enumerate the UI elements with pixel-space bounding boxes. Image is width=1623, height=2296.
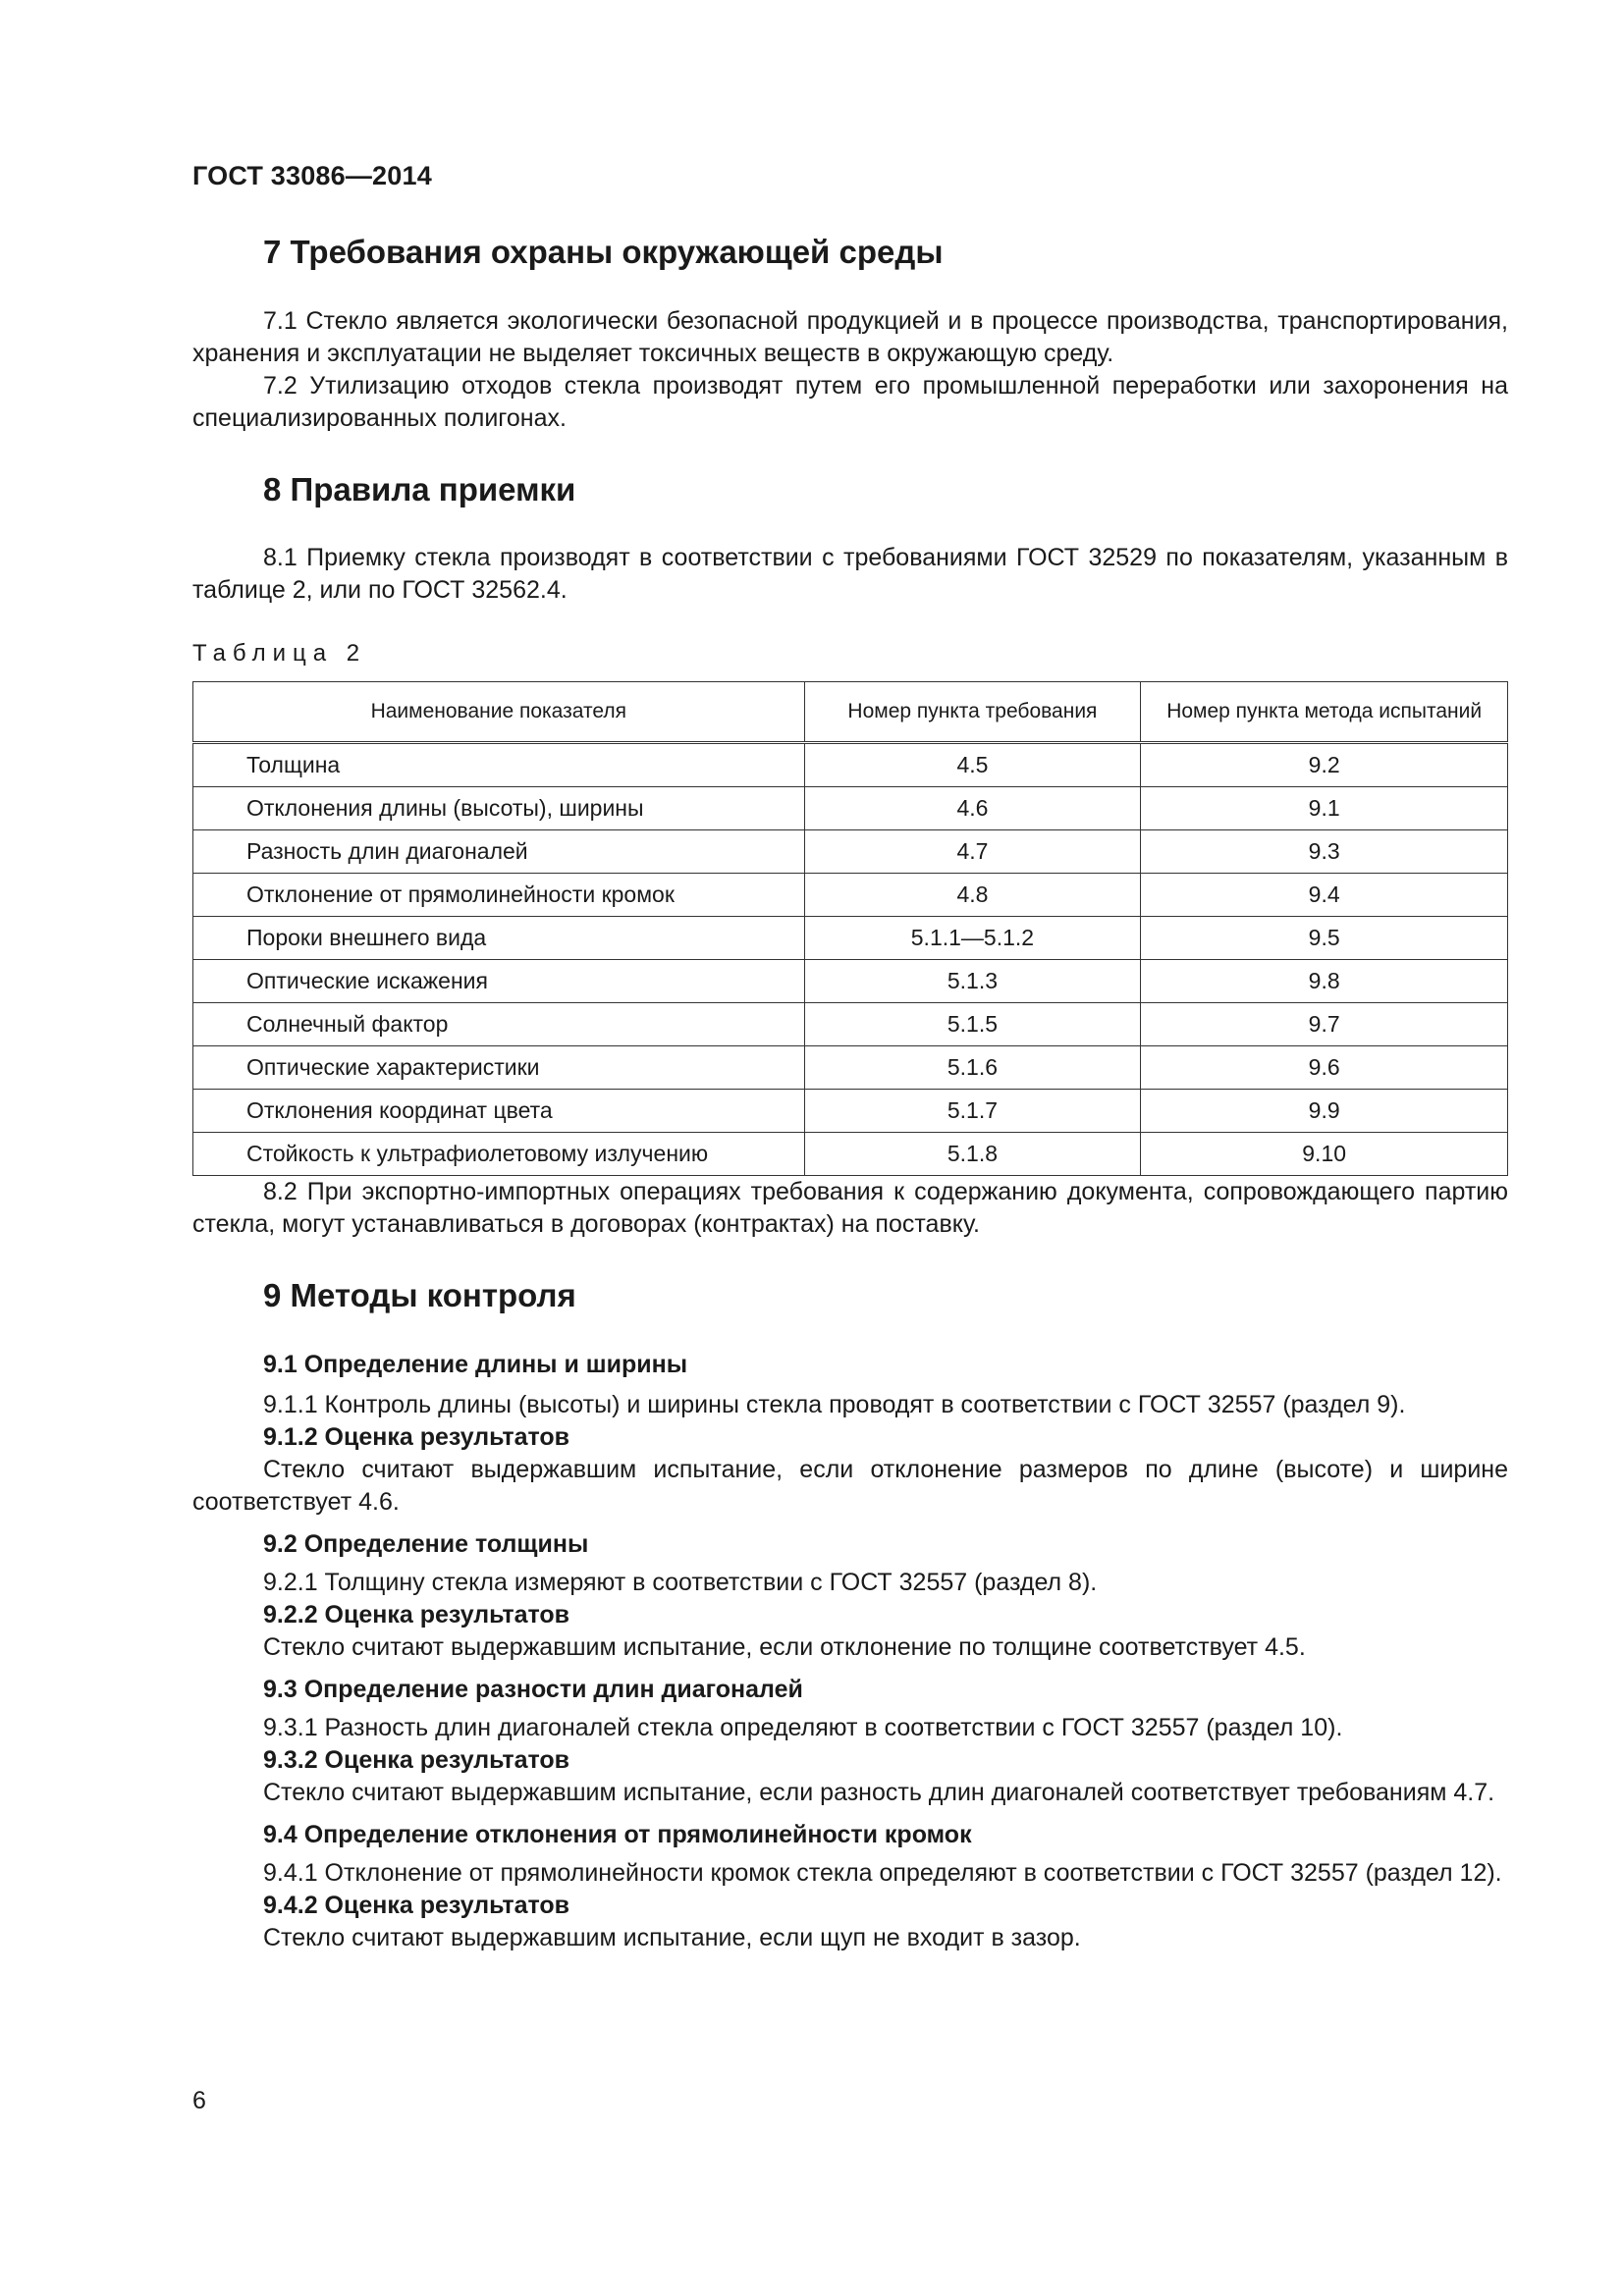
- section-9-3-1-paragraph: 9.3.1 Разность длин диагоналей стекла определяют в соответствии с ГОСТ 32557 (раздел 10).: [263, 1713, 1343, 1741]
- table-row: [193, 1090, 1508, 1133]
- table-row: [193, 917, 1508, 960]
- section-9-3-title: 9.3 Определение разности длин диагоналей: [263, 1675, 803, 1703]
- requirement-clause-cell: 4.5: [804, 743, 1141, 787]
- indicator-name-cell: Разность длин диагоналей: [193, 830, 805, 874]
- section-8-2-paragraph: 8.2 При экспортно-импортных операциях требования к содержанию документа, сопровождающего партию стекла, могут устанавливаться в договорах (контрактах) на поставку.: [192, 1178, 1508, 1239]
- test-method-clause-cell: 9.7: [1141, 1003, 1508, 1046]
- section-8-1-paragraph: 8.1 Приемку стекла производят в соответствии с требованиями ГОСТ 32529 по показателям, указанным в таблице 2, или по ГОСТ 32562.4.: [192, 544, 1508, 605]
- section-9-2-2-paragraph: Стекло считают выдержавшим испытание, если отклонение по толщине соответствует 4.5.: [263, 1632, 1306, 1661]
- table-row: [193, 1003, 1508, 1046]
- section-9-2-1-paragraph: 9.2.1 Толщину стекла измеряют в соответствии с ГОСТ 32557 (раздел 8).: [263, 1568, 1098, 1596]
- section-9-1-1-paragraph: 9.1.1 Контроль длины (высоты) и ширины стекла проводят в соответствии с ГОСТ 32557 (раздел 9).: [263, 1390, 1406, 1418]
- indicator-name-cell: Отклонения длины (высоты), ширины: [193, 787, 805, 830]
- table-row: [193, 960, 1508, 1003]
- section-7-title: 7 Требования охраны окружающей среды: [263, 234, 944, 270]
- section-9-4-1-paragraph: 9.4.1 Отклонение от прямолинейности кромок стекла определяют в соответствии с ГОСТ 32557 (раздел 12).: [263, 1858, 1502, 1887]
- section-9-1-2-title: 9.1.2 Оценка результатов: [263, 1422, 570, 1451]
- section-9-4-2-paragraph: Стекло считают выдержавшим испытание, если щуп не входит в зазор.: [263, 1923, 1081, 1951]
- test-method-clause-cell: 9.8: [1141, 960, 1508, 1003]
- table-caption: Таблица 2: [192, 640, 367, 667]
- indicator-name-cell: Отклонения координат цвета: [193, 1090, 805, 1133]
- test-method-clause-cell: 9.3: [1141, 830, 1508, 874]
- page-number: 6: [192, 2087, 206, 2114]
- table-row: [193, 874, 1508, 917]
- section-7-1-paragraph: 7.1 Стекло является экологически безопасной продукцией и в процессе производства, транспортирования, хранения и эксплуатации не выделяет токсичных веществ в окружающую среду.: [192, 306, 1508, 367]
- table-row: [193, 1133, 1508, 1176]
- test-method-clause-cell: 9.2: [1141, 743, 1508, 787]
- requirement-clause-cell: 4.8: [804, 874, 1141, 917]
- test-method-clause-cell: 9.5: [1141, 917, 1508, 960]
- indicator-name-cell: Оптические искажения: [193, 960, 805, 1003]
- section-9-title: 9 Методы контроля: [263, 1277, 576, 1314]
- section-8-title: 8 Правила приемки: [263, 470, 576, 507]
- requirement-clause-cell: 4.6: [804, 787, 1141, 830]
- test-method-clause-cell: 9.10: [1141, 1133, 1508, 1176]
- section-9-2-2-title: 9.2.2 Оценка результатов: [263, 1600, 570, 1629]
- requirement-clause-cell: 5.1.3: [804, 960, 1141, 1003]
- requirement-clause-cell: 4.7: [804, 830, 1141, 874]
- section-9-3-2-paragraph: Стекло считают выдержавшим испытание, если разность длин диагоналей соответствует требованиям 4.7.: [263, 1778, 1495, 1806]
- section-7-2-paragraph: 7.2 Утилизацию отходов стекла производят путем его промышленной переработки или захоронения на специализированных полигонах.: [192, 371, 1508, 432]
- section-9-1-title: 9.1 Определение длины и ширины: [263, 1350, 688, 1378]
- table-header-row: [193, 682, 1508, 743]
- acceptance-table: [192, 681, 1508, 1176]
- table-row: [193, 830, 1508, 874]
- test-method-clause-cell: 9.4: [1141, 874, 1508, 917]
- section-9-4-2-title: 9.4.2 Оценка результатов: [263, 1891, 570, 1919]
- indicator-name-cell: Солнечный фактор: [193, 1003, 805, 1046]
- indicator-name-cell: Пороки внешнего вида: [193, 917, 805, 960]
- page-content: [192, 161, 1508, 1954]
- indicator-name-cell: Оптические характеристики: [193, 1046, 805, 1090]
- indicator-name-cell: Отклонение от прямолинейности кромок: [193, 874, 805, 917]
- document-id-header: ГОСТ 33086—2014: [192, 161, 432, 190]
- requirement-clause-cell: 5.1.5: [804, 1003, 1141, 1046]
- requirement-clause-cell: 5.1.8: [804, 1133, 1141, 1176]
- indicator-name-cell: Толщина: [193, 743, 805, 787]
- table-row: [193, 787, 1508, 830]
- test-method-clause-cell: 9.1: [1141, 787, 1508, 830]
- indicator-name-cell: Стойкость к ультрафиолетовому излучению: [193, 1133, 805, 1176]
- requirement-clause-cell: 5.1.7: [804, 1090, 1141, 1133]
- requirement-clause-cell: 5.1.1—5.1.2: [804, 917, 1141, 960]
- test-method-clause-cell: 9.6: [1141, 1046, 1508, 1090]
- table-row: [193, 743, 1508, 787]
- section-9-3-2-title: 9.3.2 Оценка результатов: [263, 1745, 570, 1774]
- section-9-4-title: 9.4 Определение отклонения от прямолинейности кромок: [263, 1820, 972, 1848]
- table-row: [193, 1046, 1508, 1090]
- section-9-2-title: 9.2 Определение толщины: [263, 1529, 589, 1558]
- section-9-1-2-paragraph: Стекло считают выдержавшим испытание, если отклонение размеров по длине (высоте) и ширине соответствует 4.6.: [192, 1455, 1508, 1516]
- table-header-cell: Номер пункта требования: [804, 682, 1141, 743]
- table-header-cell: Номер пункта метода испытаний: [1141, 682, 1508, 743]
- test-method-clause-cell: 9.9: [1141, 1090, 1508, 1133]
- requirement-clause-cell: 5.1.6: [804, 1046, 1141, 1090]
- table-header-cell: Наименование показателя: [193, 682, 805, 743]
